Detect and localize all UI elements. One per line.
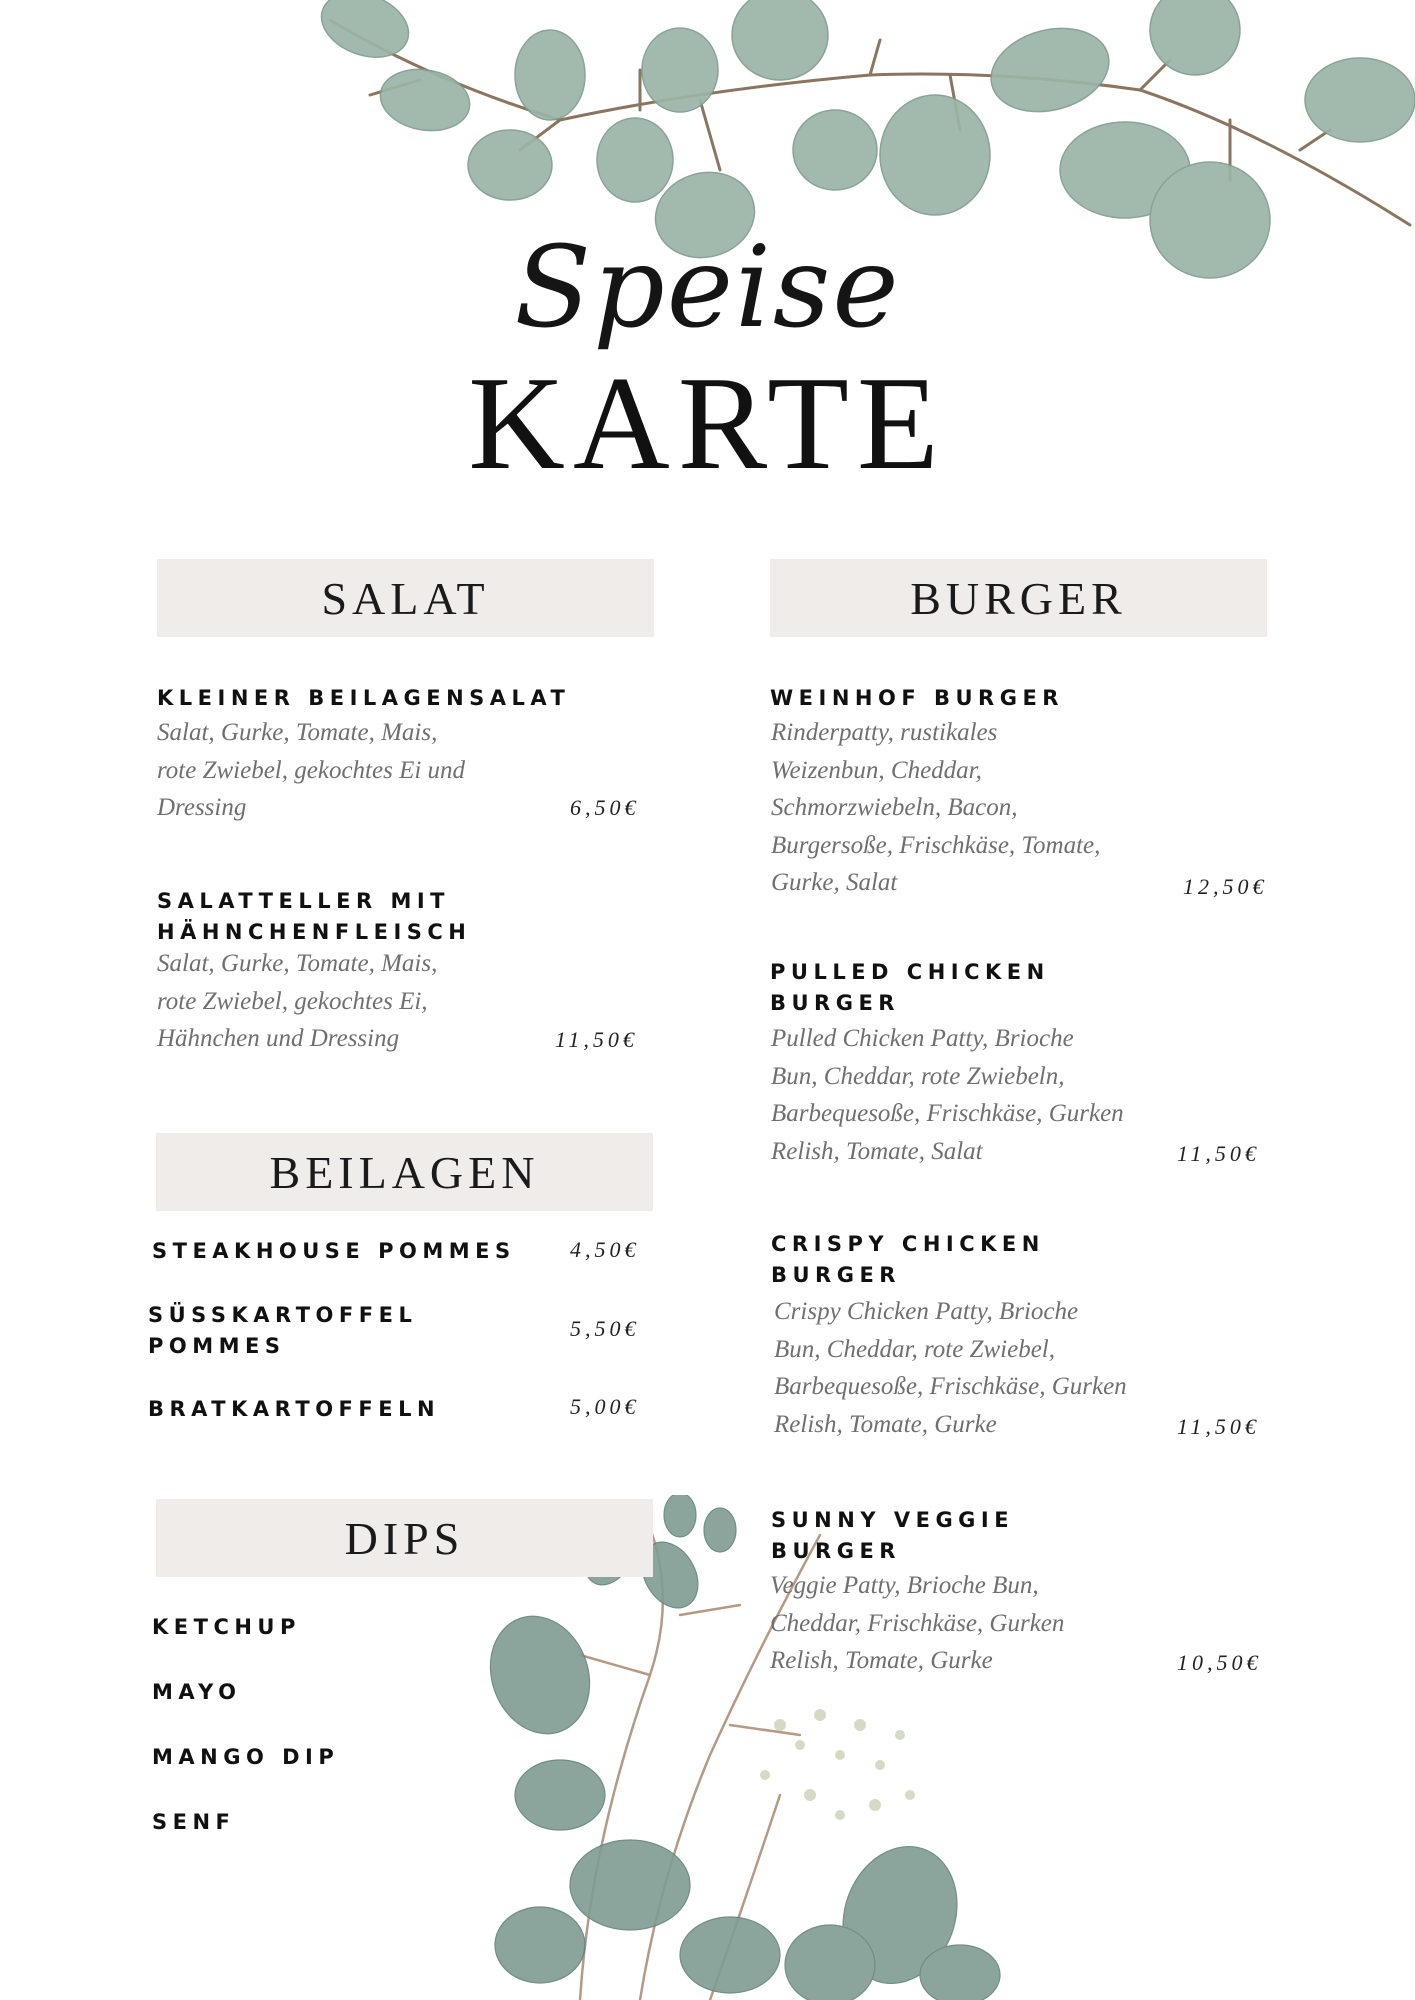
- item-price: 11,50€: [555, 1027, 638, 1052]
- dip-item: KETCHUP: [152, 1615, 301, 1639]
- item-price: 4,50€: [570, 1237, 640, 1262]
- item-price: 5,50€: [570, 1316, 640, 1341]
- section-header-beilagen: [156, 1133, 653, 1211]
- section-title: BEILAGEN: [269, 1146, 540, 1198]
- item-name: CRISPY CHICKEN BURGER: [771, 1232, 1045, 1287]
- section-header-salat: [157, 559, 654, 637]
- dip-item: MANGO DIP: [152, 1745, 340, 1769]
- item-description: Rinderpatty, rustikales Weizenbun, Cheddar, Schmorzwiebeln, Bacon, Burgersoße, Frischkäse, Tomate, Gurke, Salat: [771, 719, 1101, 896]
- item-name: SALATTELLER MIT HÄHNCHENFLEISCH: [157, 889, 472, 944]
- item-name: SÜSSKARTOFFEL POMMES: [148, 1303, 418, 1358]
- item-description: Salat, Gurke, Tomate, Mais, rote Zwiebel, gekochtes Ei, Hähnchen und Dressing: [157, 950, 438, 1052]
- section-title: BURGER: [910, 572, 1127, 624]
- section-title: SALAT: [321, 572, 490, 624]
- item-name: SUNNY VEGGIE BURGER: [771, 1508, 1015, 1563]
- item-price: 10,50€: [1177, 1650, 1262, 1675]
- section-header-dips: [156, 1499, 653, 1577]
- dip-item: SENF: [152, 1810, 236, 1834]
- item-description: Pulled Chicken Patty, Brioche Bun, Cheddar, rote Zwiebeln, Barbequesoße, Frischkäse, Gurken Relish, Tomate, Salat: [771, 1025, 1124, 1165]
- item-description: Salat, Gurke, Tomate, Mais, rote Zwiebel, gekochtes Ei und Dressing: [157, 719, 466, 821]
- item-name: BRATKARTOFFELN: [148, 1397, 441, 1421]
- dip-item: MAYO: [152, 1680, 242, 1704]
- item-description: Crispy Chicken Patty, Brioche Bun, Cheddar, rote Zwiebel, Barbequesoße, Frischkäse, Gurken Relish, Tomate, Gurke: [774, 1298, 1127, 1438]
- item-description: Veggie Patty, Brioche Bun, Cheddar, Frischkäse, Gurken Relish, Tomate, Gurke: [770, 1572, 1065, 1674]
- section-header-burger: [770, 559, 1267, 637]
- item-name: PULLED CHICKEN BURGER: [770, 960, 1050, 1015]
- item-price: 12,50€: [1183, 874, 1268, 899]
- item-name: STEAKHOUSE POMMES: [152, 1239, 516, 1263]
- item-price: 11,50€: [1177, 1414, 1260, 1439]
- item-price: 5,00€: [570, 1394, 640, 1419]
- item-name: WEINHOF BURGER: [770, 686, 1064, 710]
- section-title: DIPS: [344, 1512, 465, 1564]
- item-price: 6,50€: [570, 795, 640, 820]
- item-name: KLEINER BEILAGENSALAT: [157, 686, 571, 710]
- title-script: Speise: [514, 223, 901, 353]
- page-title: KARTE: [468, 349, 947, 497]
- item-price: 11,50€: [1177, 1141, 1260, 1166]
